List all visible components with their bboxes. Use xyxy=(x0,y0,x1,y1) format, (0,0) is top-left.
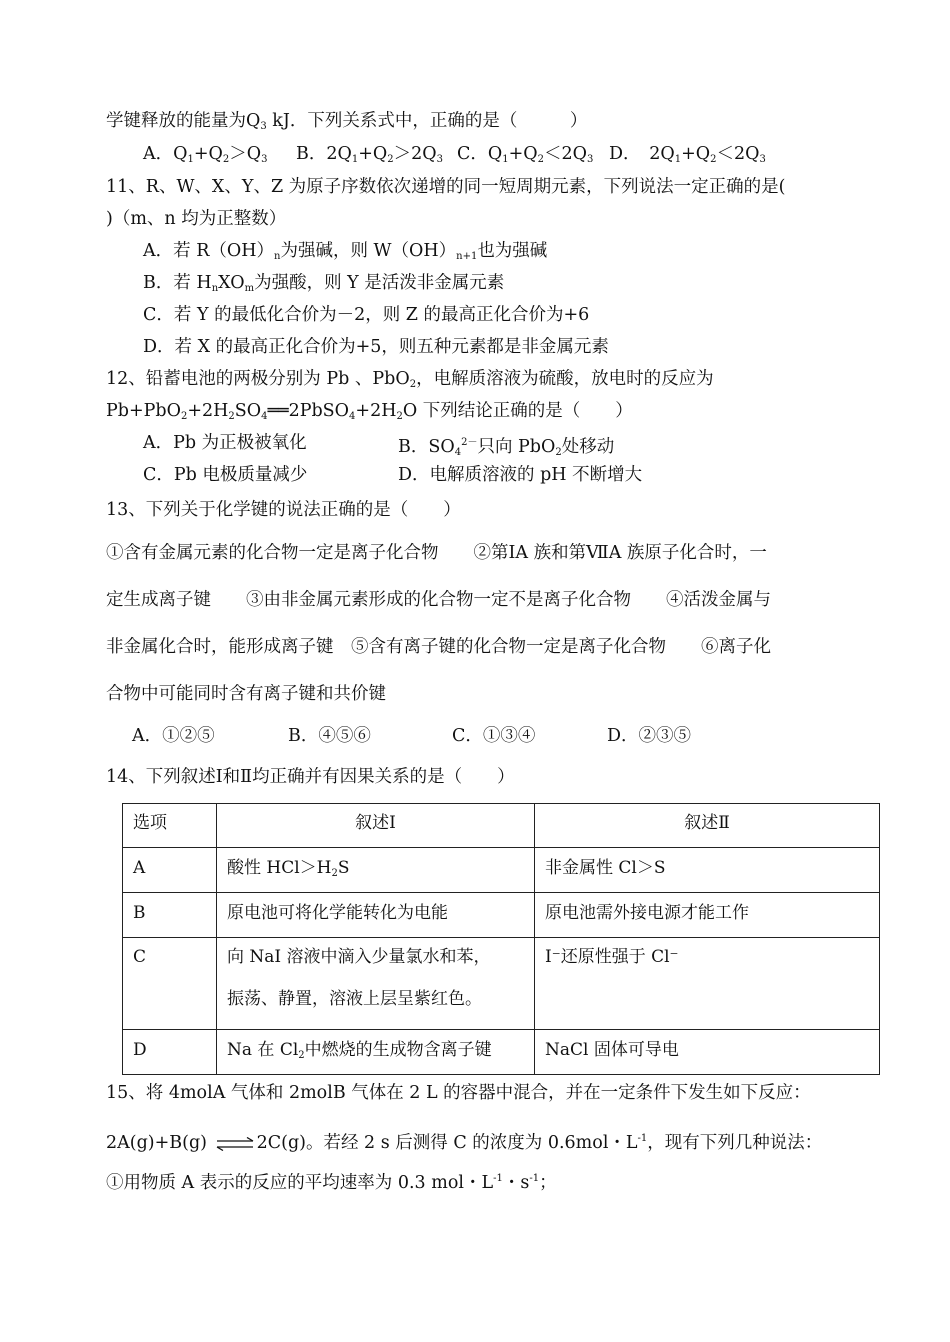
q10-option-b: B．$2Q_1+Q_2>2Q_3$ xyxy=(296,144,443,165)
q13-statement-line: ①含有金属元素的化合物一定是离子化合物 ②第ⅠA 族和第ⅦA 族原子化合时，一 xyxy=(106,543,767,563)
row-statement-2: 原电池需外接电源才能工作 xyxy=(535,893,880,938)
q11-option-a: A．若 $R(OH)_n$为强碱，则 $W(OH)_{n+1}$也为强碱 xyxy=(143,241,548,262)
row-statement-1: 酸性 $HCl>H_2S$ xyxy=(217,848,535,893)
row-statement-1: 原电池可将化学能转化为电能 xyxy=(217,893,535,938)
q12-option-b: B．$SO_4^{2-}$只向 PbO$_2$处移动 xyxy=(398,437,615,458)
table-row xyxy=(123,893,880,938)
row-option: A xyxy=(123,848,217,893)
q11-stem-line2: )（m、n 均为正整数） xyxy=(106,209,287,229)
q10-option-a: A．$Q_1+Q_2>Q_3$ xyxy=(143,144,268,165)
q13-statement-line: 非金属化合时，能形成离子键 ⑤含有离子键的化合物一定是离子化合物 ⑥离子化 xyxy=(106,637,771,657)
q15-item-1: ①用物质 A 表示的反应的平均速率为 0.3 mol・$L^{-1}$・$s^{-1}$； xyxy=(106,1173,557,1193)
row-statement-2: 非金属性 Cl＞S xyxy=(535,848,880,893)
q13-stem: 13、下列关于化学键的说法正确的是（ ） xyxy=(106,500,461,520)
q11-option-b: B．若 $H_nXO_m$为强酸，则 Y 是活泼非金属元素 xyxy=(143,273,505,294)
q11-option-d: D．若 X 的最高正化合价为+5，则五种元素都是非金属元素 xyxy=(143,337,609,357)
q15-stem: 15、将 4molA 气体和 2molB 气体在 2 L 的容器中混合，并在一定条件下发生如下反应： xyxy=(106,1083,811,1103)
row-statement-1: 向 NaI 溶液中滴入少量氯水和苯， 振荡、静置，溶液上层呈紫红色。 xyxy=(217,938,535,1030)
equilibrium-arrow-icon xyxy=(213,1137,257,1151)
q12-option-d: D．电解质溶液的 pH 不断增大 xyxy=(398,465,643,485)
q11-option-c: C．若 Y 的最低化合价为－2，则 Z 的最高正化合价为+6 xyxy=(143,305,590,325)
table-header-row xyxy=(123,804,880,848)
q14-table xyxy=(122,803,880,1075)
q13-statement-line: 定生成离子键 ③由非金属元素形成的化合物一定不是离子化合物 ④活泼金属与 xyxy=(106,590,771,610)
q10-option-c: C．$Q_1+Q_2<2Q_3$ xyxy=(457,144,594,165)
q12-option-c: C．Pb 电极质量减少 xyxy=(143,465,308,485)
row-statement-1: Na 在 $Cl_2$中燃烧的生成物含离子键 xyxy=(217,1030,535,1075)
q13-option-c: C．①③④ xyxy=(452,726,536,746)
q13-statement-line: 合物中可能同时含有离子键和共价键 xyxy=(106,684,386,704)
header-statement-2: 叙述Ⅱ xyxy=(535,804,880,848)
q10-option-d: D． $2Q_1+Q_2<2Q_3$ xyxy=(609,144,766,165)
q14-stem: 14、下列叙述Ⅰ和Ⅱ均正确并有因果关系的是（ ） xyxy=(106,767,515,787)
q13-option-d: D．②③⑤ xyxy=(607,726,692,746)
q12-stem-line2: $Pb+PbO_2+2H_2SO_4══2PbSO_4+2H_2O$ 下列结论正确的是（ ） xyxy=(106,401,633,422)
row-option: C xyxy=(123,938,217,1030)
row-option: B xyxy=(123,893,217,938)
q10-stem-tail: 学键释放的能量为$Q_3$ kJ．下列关系式中，正确的是（ ） xyxy=(106,111,588,132)
q13-option-a: A．①②⑤ xyxy=(132,726,215,746)
q11-stem-line1: 11、R、W、X、Y、Z 为原子序数依次递增的同一短周期元素，下列说法一定正确的是( xyxy=(106,177,786,197)
row-statement-2: NaCl 固体可导电 xyxy=(535,1030,880,1075)
table-row xyxy=(123,938,880,1030)
row-statement-2: I⁻还原性强于 Cl⁻ xyxy=(535,938,880,1030)
table-row xyxy=(123,848,880,893)
q12-stem-line1: 12、铅蓄电池的两极分别为 Pb 、PbO$_2$，电解质溶液为硫酸，放电时的反应为 xyxy=(106,369,714,390)
table-row xyxy=(123,1030,880,1075)
row-option: D xyxy=(123,1030,217,1075)
q13-option-b: B．④⑤⑥ xyxy=(288,726,371,746)
q12-option-a: A．Pb 为正极被氧化 xyxy=(143,433,307,453)
header-statement-1: 叙述Ⅰ xyxy=(217,804,535,848)
header-option: 选项 xyxy=(123,804,217,848)
q15-equation: 2A(g)+B(g) 2C(g)。若经 2 s 后测得 C 的浓度为 0.6mol・$L^{-1}$，现有下列几种说法： xyxy=(106,1133,823,1153)
